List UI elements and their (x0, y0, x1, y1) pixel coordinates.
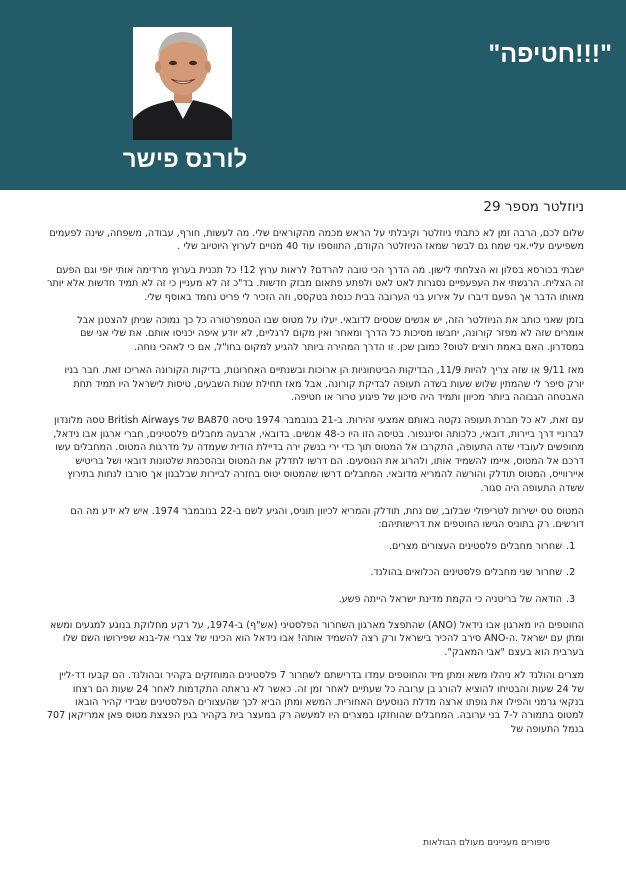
page-title: "חטיפה!!!" (488, 40, 612, 68)
list-number: 1. (566, 540, 576, 552)
list-text: הודאה של בריטניה כי הקמת מדינת ישראל הייתה פשע. (338, 593, 562, 605)
paragraph-security: מאז 9/11 או שזה צריך להיות 11/9, הבדיקות הביטחוניות הן ארוכות ובשנתיים האחרונות, בדיקות הקורונה האריכו זאת. חבר בניו יורק סיפר לי שהמתין שלוש שעות בשדה תעופה לבדיקת קורונה. אבל מאז תחילת שנות השבעים, טיסות לישראל היו תמיד תחת האבטחה הגבוהה ביותר מכיוון ותמיד היה סיכון של פיגוע טרור או חטיפה. (64, 365, 584, 404)
portrait-image (133, 27, 232, 140)
paragraph-intro: שלום לכם, הרבה זמן לא כתבתי ניוזלטר וקיבלתי על הראש מכמה מהקוראים שלי. מה לעשות, חורף, עבודה, משפחה, שינה לפעמים משפיעים עליי.אני שמח גם לבשר שמאז הניוזלטר הקודם, התווספו עוד 40 מנויים לערוץ היוטיוב שלי . (49, 228, 584, 253)
header-banner (0, 0, 626, 190)
paragraph-hijack: עם זאת, לא כל חברת תעופה נקטה באותם אמצעי זהירות. ב-21 בנובמבר 1974 טיסה BA870 של British Airways טסה מלונדון לברוניי דרך ביירות, דובאי, כלכותה וסינגפור. בטיסה הזו היו כ-48 אנשים. בדובאי, ארבעה מחבלים פלסטינים, חברי ארגון אבו נידאל, מחופשים לעובדי שדה התעופה, התקרבו אל המטוס תוך כדי ירי בנשק ירה בדיילת הודית שעמדה על מדרגות המטוס. המחבלים עשו דרכם אל המטוס, איימו להשמיד אותו, ולהרוג את הנוסעים. הם דרשו לתדלק את המטוס ובהסכמת שלטונות דובאי ושל בריטיש איירווייס, המטוס תודלק והורשה להמריא מדובאי. המחבלים דרשו שהמטוס יטוס בחזרה לביירות שבלבנון אך סורבו לנחות בתירוץ ששדה התעופה היה סגור. (53, 415, 584, 494)
newsletter-body (46, 198, 584, 746)
demands-list (46, 540, 584, 606)
paragraph-dubai: בזמן שאני כותב את הניוזלטר הזה, יש אנשים שטסים לדובאי. יעלו על מטוס שבו הטמפרטורה כל כך נמוכה שניתן להצטנן אבל אומרים שזה לא מפזר קורונה, יחבשו מסיכות כל הדרך ומאחר ואין מקום לרגליים, לא יודע איפה יכניסו אותם. את שלי אני שם במסדרון. האם באמת רוצים לטוס? כמובן שכן. זו הדרך המהירה ביותר להגיע למקום בחו"ל, אם כי לאהכי נוחה. (77, 315, 584, 353)
list-item (46, 540, 584, 553)
paragraph-ano: החוטפים היו מארגון אבו נידאל (ANO) שהתפצל מארגון השחרור הפלסטיני (אש"ף) ב-1974, על רקע מחלוקת בנוגע למגעים ומשא ומתן עם ישראל .ה-ANO סירב להכיר בישראל ורק רצה להשמיד אותה! אבו נידאל הוא הכינוי של צברי אל-בנא שפירושו השם שלו בערבית הוא בעצם "אבי המאבק". (50, 619, 584, 658)
author-photo (133, 27, 232, 140)
list-text: שחרור שני מחבלים פלסטינים הכלואים בהולנד. (370, 567, 562, 579)
paragraph-negotiation: מצרים והולנד לא ניהלו משא ומתן מיד והחוטפים עמדו בדרישתם לשחרור 7 פלסטינים המוחזקים בקהיר ובהולנד. הם קבעו דד-ליין של 24 שעות והבטיחו להוציא להורג בן ערובה כל שעתיים לאחר זמן זה. כאשר לא נראתה התקדמות לאחר 24 שעות הם רצחו בנקאי גרמני והפילו את גופתו ארצה מדלת הנוסעים האחורית. המשא ומתן הביא לכך שהעצורים הפלסטינים שבידי קהיר הובאו למטוס בתמורה ל-7 בני ערובה. המחבלים שהוחזקו במצרים היו למעשה רק במעצר בית בקהיר בגין הפצצת מטוס פאן אמריקאן 707 בנמל התעופה של (46, 670, 584, 735)
list-item (46, 566, 584, 579)
author-name: לורנס פישר (122, 146, 248, 173)
paragraph-tripoli: המטוס טס ישירות לטריפולי שבלוב, שם נחת, תודלק והמריא לכיוון תוניס, והגיע לשם ב-22 בנובמבר 1974. איש לא ידע מה הם דורשים. רק בתוניס הגישו החוטפים את דרישותיהם: (70, 505, 584, 531)
list-text: שחרור מחבלים פלסטינים העצורים מצרים. (388, 540, 562, 552)
issue-title: ניוזלטר מספר 29 (483, 199, 584, 215)
list-number: 2. (566, 567, 576, 579)
footer-caption: סיפורים מעניינים מעולם הבולאות (423, 838, 550, 848)
paragraph-channel12: ישבתי בכורסא בסלון וא הצלחתי לישון. מה הדרך הכי טובה להרדם? לראות ערוץ 12! כל תכנית בערוץ מרדימה אותי יופי וגם הפעם זה הצליח. הרגשתי את העפעפיים נסגרות לאט לאט ולפתע פתאום מבזק חדשות. בד"כ זה לא מעניין כי זה לא תמיד חדשות אלא יותר מאותו הדבר אך הפעם דיברו על אירוע בני הערובה בבית כנסת בטקסס, וזה הזכיר לי פריט נחמד באוסף שלי. (47, 264, 584, 303)
list-number: 3. (566, 593, 576, 605)
list-item (46, 593, 584, 606)
